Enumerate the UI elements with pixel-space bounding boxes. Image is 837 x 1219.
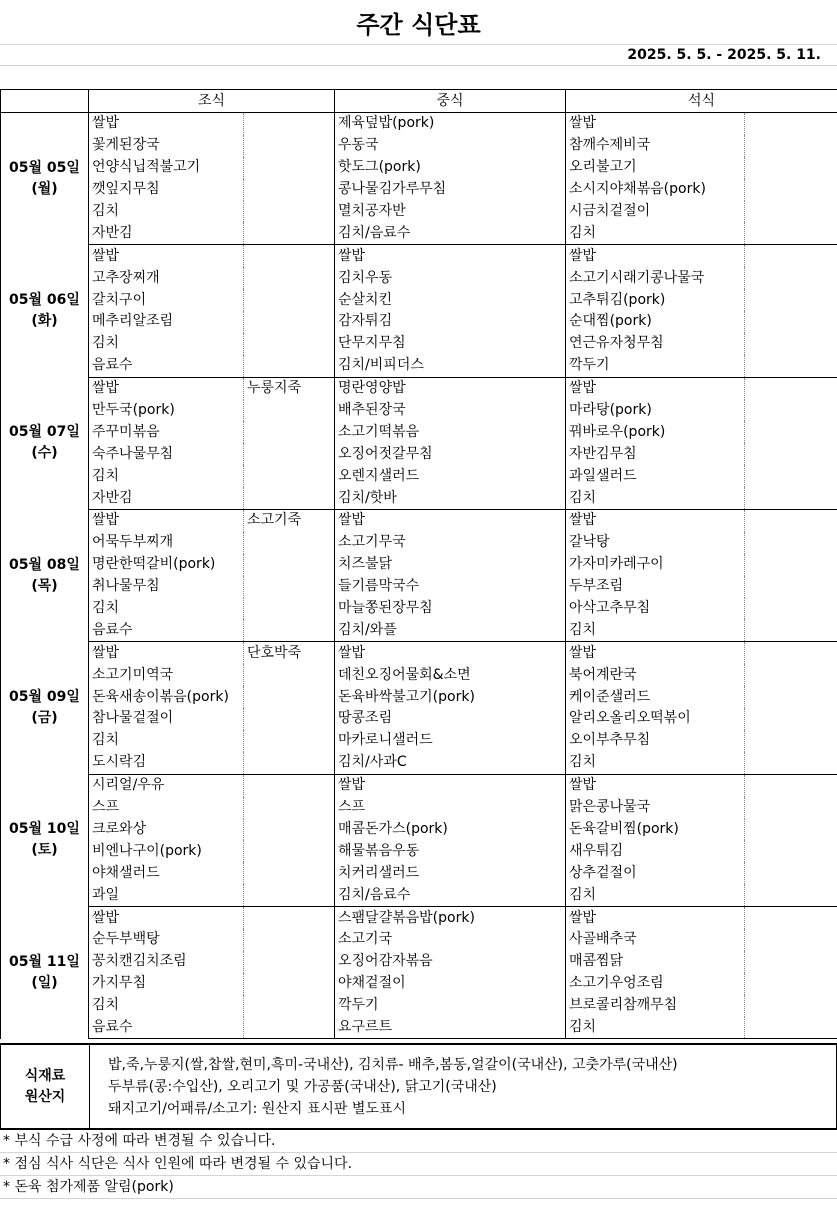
breakfast-item: 만두국(pork) — [89, 400, 244, 422]
empty-cell — [745, 907, 837, 929]
lunch-item: 김치/음료수 — [335, 222, 566, 244]
empty-cell — [745, 443, 837, 465]
day-date: 05월 07일 — [9, 424, 80, 441]
lunch-item: 쌀밥 — [335, 245, 566, 267]
dinner-item: 돈육갈비찜(pork) — [566, 819, 745, 841]
empty-cell — [244, 730, 335, 752]
origin-label-line1: 식재료 — [24, 1067, 66, 1084]
notes — [0, 1130, 837, 1199]
table-row — [1, 289, 837, 311]
dinner-item: 과일샐러드 — [566, 465, 745, 487]
day-label — [1, 245, 89, 377]
lunch-item: 쌀밥 — [335, 642, 566, 664]
empty-cell — [745, 245, 837, 267]
table-row — [1, 862, 837, 884]
table-row — [1, 487, 837, 509]
dinner-item: 맑은콩나물국 — [566, 797, 745, 819]
dinner-item: 순대찜(pork) — [566, 311, 745, 333]
breakfast-item: 쌀밥 — [89, 510, 244, 532]
empty-cell — [745, 532, 837, 554]
empty-cell — [745, 686, 837, 708]
lunch-item: 스프 — [335, 797, 566, 819]
day-weekday: (금) — [31, 710, 58, 727]
lunch-item: 스팸달걀볶음밥(pork) — [335, 907, 566, 929]
dinner-item: 쌀밥 — [566, 510, 745, 532]
empty-cell — [745, 862, 837, 884]
empty-cell — [745, 554, 837, 576]
dinner-item: 김치 — [566, 1017, 745, 1039]
empty-cell — [244, 201, 335, 223]
table-row — [1, 1017, 837, 1039]
table-row — [1, 510, 837, 532]
table-row — [1, 267, 837, 289]
dinner-item: 새우튀김 — [566, 840, 745, 862]
empty-cell — [745, 289, 837, 311]
dinner-item: 오이부추무침 — [566, 730, 745, 752]
dinner-item: 소시지야채볶음(pork) — [566, 179, 745, 201]
table-row — [1, 840, 837, 862]
day-date: 05월 10일 — [9, 821, 80, 838]
dinner-item: 사골배추국 — [566, 929, 745, 951]
empty-cell — [745, 179, 837, 201]
empty-cell — [244, 179, 335, 201]
breakfast-item: 김치 — [89, 598, 244, 620]
dinner-item: 쌀밥 — [566, 245, 745, 267]
empty-cell — [745, 929, 837, 951]
table-row — [1, 752, 837, 774]
dinner-item: 매콤찜닭 — [566, 951, 745, 973]
breakfast-item: 돈육새송이볶음(pork) — [89, 686, 244, 708]
dinner-item: 쌀밥 — [566, 377, 745, 399]
dinner-item: 고추튀김(pork) — [566, 289, 745, 311]
empty-cell — [745, 819, 837, 841]
breakfast-item: 도시락김 — [89, 752, 244, 774]
table-row — [1, 619, 837, 641]
origin-label — [1, 1045, 90, 1128]
table-row — [1, 576, 837, 598]
lunch-item: 오렌지샐러드 — [335, 465, 566, 487]
breakfast-item: 음료수 — [89, 355, 244, 377]
empty-cell — [745, 222, 837, 244]
lunch-item: 요구르트 — [335, 1017, 566, 1039]
porridge-item — [244, 907, 335, 929]
lunch-item: 깍두기 — [335, 995, 566, 1017]
dinner-item: 김치 — [566, 222, 745, 244]
empty-cell — [745, 730, 837, 752]
empty-cell — [244, 311, 335, 333]
day-label — [1, 377, 89, 509]
table-row — [1, 377, 837, 399]
lunch-item: 치커리샐러드 — [335, 862, 566, 884]
table-row — [1, 642, 837, 664]
day-date: 05월 09일 — [9, 689, 80, 706]
breakfast-item: 참나물겉절이 — [89, 708, 244, 730]
origin-text — [90, 1045, 678, 1128]
origin-line: 밥,죽,누룽지(쌀,찹쌀,현미,흑미-국내산), 김치류- 배추,봄동,얼갈이(국내산), 고춧가루(국내산) — [108, 1057, 678, 1073]
empty-cell — [244, 465, 335, 487]
breakfast-item: 꽁치캔김치조림 — [89, 951, 244, 973]
empty-cell — [745, 642, 837, 664]
dinner-item: 알리오올리오떡볶이 — [566, 708, 745, 730]
empty-cell — [244, 929, 335, 951]
lunch-item: 해물볶음우동 — [335, 840, 566, 862]
lunch-item: 오징어감자볶음 — [335, 951, 566, 973]
dinner-item: 소고기시래기콩나물국 — [566, 267, 745, 289]
lunch-item: 순살치킨 — [335, 289, 566, 311]
day-weekday: (일) — [31, 974, 58, 991]
breakfast-item: 김치 — [89, 333, 244, 355]
breakfast-item: 쌀밥 — [89, 377, 244, 399]
dinner-item: 참깨수제비국 — [566, 135, 745, 157]
table-row — [1, 797, 837, 819]
lunch-item: 소고기국 — [335, 929, 566, 951]
table-row — [1, 554, 837, 576]
lunch-item: 쌀밥 — [335, 774, 566, 796]
breakfast-item: 메추리알조림 — [89, 311, 244, 333]
lunch-item: 멸치공자반 — [335, 201, 566, 223]
table-row — [1, 179, 837, 201]
lunch-item: 콩나물김가루무침 — [335, 179, 566, 201]
origin-line: 돼지고기/어패류/소고기: 원산지 표시판 별도표시 — [108, 1101, 406, 1117]
day-weekday: (화) — [31, 313, 58, 330]
empty-cell — [244, 619, 335, 641]
day-weekday: (목) — [31, 577, 58, 594]
empty-cell — [745, 157, 837, 179]
dinner-item: 북어계란국 — [566, 664, 745, 686]
origin-label-line2: 원산지 — [24, 1088, 66, 1105]
lunch-item: 마카로니샐러드 — [335, 730, 566, 752]
empty-cell — [745, 465, 837, 487]
empty-cell — [244, 973, 335, 995]
breakfast-item: 김치 — [89, 465, 244, 487]
empty-cell — [745, 355, 837, 377]
empty-cell — [244, 598, 335, 620]
empty-cell — [745, 619, 837, 641]
dinner-item: 시금치겉절이 — [566, 201, 745, 223]
day-label — [1, 642, 89, 774]
empty-cell — [745, 752, 837, 774]
table-row — [1, 973, 837, 995]
empty-cell — [745, 664, 837, 686]
breakfast-item: 주꾸미볶음 — [89, 421, 244, 443]
empty-cell — [745, 487, 837, 509]
lunch-item: 김치/음료수 — [335, 884, 566, 906]
lunch-item: 매콤돈가스(pork) — [335, 819, 566, 841]
empty-cell — [745, 510, 837, 532]
table-row — [1, 113, 837, 135]
empty-cell — [244, 576, 335, 598]
lunch-item: 땅콩조림 — [335, 708, 566, 730]
page-title: 주간 식단표 — [0, 0, 837, 45]
breakfast-item: 쌀밥 — [89, 245, 244, 267]
table-row — [1, 819, 837, 841]
lunch-item: 데친오징어물회&소면 — [335, 664, 566, 686]
lunch-item: 돈육바싹불고기(pork) — [335, 686, 566, 708]
empty-cell — [745, 1017, 837, 1039]
dinner-item: 김치 — [566, 752, 745, 774]
day-label — [1, 510, 89, 642]
table-row — [1, 884, 837, 906]
dinner-item: 꿔바로우(pork) — [566, 421, 745, 443]
lunch-item: 쌀밥 — [335, 510, 566, 532]
breakfast-item: 스프 — [89, 797, 244, 819]
empty-cell — [745, 995, 837, 1017]
day-date: 05월 06일 — [9, 292, 80, 309]
dinner-item: 김치 — [566, 884, 745, 906]
empty-cell — [244, 532, 335, 554]
day-weekday: (토) — [31, 842, 58, 859]
breakfast-item: 시리얼/우유 — [89, 774, 244, 796]
header-empty — [1, 90, 89, 113]
breakfast-item: 갈치구이 — [89, 289, 244, 311]
lunch-item: 야채겉절이 — [335, 973, 566, 995]
empty-cell — [244, 752, 335, 774]
table-row — [1, 400, 837, 422]
lunch-item: 치즈불닭 — [335, 554, 566, 576]
lunch-item: 오징어젓갈무침 — [335, 443, 566, 465]
empty-cell — [745, 421, 837, 443]
lunch-item: 제육덮밥(pork) — [335, 113, 566, 135]
origin-line: 두부류(콩:수입산), 오리고기 및 가공품(국내산), 닭고기(국내산) — [108, 1079, 497, 1095]
dinner-item: 자반김무침 — [566, 443, 745, 465]
breakfast-item: 소고기미역국 — [89, 664, 244, 686]
breakfast-item: 쌀밥 — [89, 113, 244, 135]
day-weekday: (월) — [31, 180, 58, 197]
lunch-item: 핫도그(pork) — [335, 157, 566, 179]
empty-cell — [244, 135, 335, 157]
breakfast-item: 꽃게된장국 — [89, 135, 244, 157]
empty-cell — [745, 708, 837, 730]
empty-cell — [244, 664, 335, 686]
menu-body — [1, 113, 837, 1039]
empty-cell — [745, 113, 837, 135]
table-row — [1, 157, 837, 179]
dinner-item: 김치 — [566, 619, 745, 641]
day-date: 05월 11일 — [9, 953, 80, 970]
note: * 부식 수급 사정에 따라 변경될 수 있습니다. — [0, 1130, 837, 1153]
empty-cell — [244, 400, 335, 422]
empty-cell — [244, 421, 335, 443]
day-date: 05월 08일 — [9, 556, 80, 573]
breakfast-item: 쌀밥 — [89, 907, 244, 929]
empty-cell — [745, 973, 837, 995]
empty-cell — [244, 222, 335, 244]
empty-cell — [244, 333, 335, 355]
header-breakfast: 조식 — [89, 90, 335, 113]
blank-row — [0, 67, 837, 90]
day-weekday: (수) — [31, 445, 58, 462]
breakfast-item: 쌀밥 — [89, 642, 244, 664]
dinner-item: 마라탕(pork) — [566, 400, 745, 422]
table-row — [1, 465, 837, 487]
porridge-item: 단호박죽 — [244, 642, 335, 664]
dinner-item: 소고기우엉조림 — [566, 973, 745, 995]
empty-cell — [244, 686, 335, 708]
empty-cell — [745, 201, 837, 223]
breakfast-item: 비엔나구이(pork) — [89, 840, 244, 862]
breakfast-item: 음료수 — [89, 1017, 244, 1039]
empty-cell — [745, 311, 837, 333]
empty-cell — [244, 289, 335, 311]
lunch-item: 김치우동 — [335, 267, 566, 289]
table-row — [1, 421, 837, 443]
table-row — [1, 443, 837, 465]
breakfast-item: 음료수 — [89, 619, 244, 641]
table-row — [1, 135, 837, 157]
empty-cell — [244, 355, 335, 377]
empty-cell — [244, 862, 335, 884]
dinner-item: 갈낙탕 — [566, 532, 745, 554]
empty-cell — [244, 267, 335, 289]
table-row — [1, 245, 837, 267]
porridge-item: 소고기죽 — [244, 510, 335, 532]
breakfast-item: 자반김 — [89, 222, 244, 244]
dinner-item: 쌀밥 — [566, 113, 745, 135]
header-dinner: 석식 — [566, 90, 837, 113]
breakfast-item: 김치 — [89, 730, 244, 752]
dinner-item: 브로콜리참깨무침 — [566, 995, 745, 1017]
table-row — [1, 730, 837, 752]
breakfast-item: 어묵두부찌개 — [89, 532, 244, 554]
empty-cell — [244, 819, 335, 841]
breakfast-item: 고추장찌개 — [89, 267, 244, 289]
dinner-item: 가자미카레구이 — [566, 554, 745, 576]
empty-cell — [745, 400, 837, 422]
empty-cell — [745, 135, 837, 157]
breakfast-item: 자반김 — [89, 487, 244, 509]
breakfast-item: 가지무침 — [89, 973, 244, 995]
header-lunch: 중식 — [335, 90, 566, 113]
empty-cell — [745, 333, 837, 355]
empty-cell — [745, 884, 837, 906]
porridge-item: 누룽지죽 — [244, 377, 335, 399]
table-row — [1, 774, 837, 796]
lunch-item: 배추된장국 — [335, 400, 566, 422]
table-row — [1, 708, 837, 730]
empty-cell — [745, 377, 837, 399]
table-row — [1, 686, 837, 708]
breakfast-item: 언양식닙적불고기 — [89, 157, 244, 179]
lunch-item: 김치/핫바 — [335, 487, 566, 509]
lunch-item: 소고기무국 — [335, 532, 566, 554]
lunch-item: 김치/비피더스 — [335, 355, 566, 377]
note: * 돈육 첨가제품 알림(pork) — [0, 1176, 837, 1199]
breakfast-item: 야채샐러드 — [89, 862, 244, 884]
breakfast-item: 김치 — [89, 995, 244, 1017]
table-row — [1, 598, 837, 620]
breakfast-item: 김치 — [89, 201, 244, 223]
table-row — [1, 995, 837, 1017]
day-label — [1, 907, 89, 1039]
origin-section — [0, 1043, 837, 1130]
breakfast-item: 깻잎지무침 — [89, 179, 244, 201]
breakfast-item: 숙주나물무침 — [89, 443, 244, 465]
breakfast-item: 순두부백탕 — [89, 929, 244, 951]
dinner-item: 오리불고기 — [566, 157, 745, 179]
porridge-item — [244, 774, 335, 796]
empty-cell — [745, 598, 837, 620]
dinner-item: 쌀밥 — [566, 642, 745, 664]
header-row — [1, 90, 837, 113]
table-row — [1, 333, 837, 355]
empty-cell — [244, 708, 335, 730]
lunch-item: 소고기떡볶음 — [335, 421, 566, 443]
date-range: 2025. 5. 5. - 2025. 5. 11. — [0, 44, 837, 66]
empty-cell — [745, 951, 837, 973]
empty-cell — [745, 774, 837, 796]
weekly-menu-table — [0, 89, 837, 1039]
empty-cell — [745, 840, 837, 862]
empty-cell — [244, 884, 335, 906]
lunch-item: 김치/와플 — [335, 619, 566, 641]
dinner-item: 연근유자청무침 — [566, 333, 745, 355]
dinner-item: 두부조림 — [566, 576, 745, 598]
dinner-item: 김치 — [566, 487, 745, 509]
note: * 점심 식사 식단은 식사 인원에 따라 변경될 수 있습니다. — [0, 1153, 837, 1176]
day-label — [1, 774, 89, 906]
empty-cell — [244, 487, 335, 509]
lunch-item: 우동국 — [335, 135, 566, 157]
empty-cell — [244, 797, 335, 819]
porridge-item — [244, 245, 335, 267]
lunch-item: 김치/사과C — [335, 752, 566, 774]
lunch-item: 명란영양밥 — [335, 377, 566, 399]
table-row — [1, 201, 837, 223]
empty-cell — [244, 995, 335, 1017]
empty-cell — [244, 1017, 335, 1039]
empty-cell — [244, 443, 335, 465]
porridge-item — [244, 113, 335, 135]
table-row — [1, 222, 837, 244]
empty-cell — [244, 951, 335, 973]
table-row — [1, 929, 837, 951]
empty-cell — [244, 157, 335, 179]
dinner-item: 쌀밥 — [566, 774, 745, 796]
empty-cell — [745, 267, 837, 289]
day-date: 05월 05일 — [9, 159, 80, 176]
table-row — [1, 355, 837, 377]
lunch-item: 감자튀김 — [335, 311, 566, 333]
lunch-item: 단무지무침 — [335, 333, 566, 355]
table-row — [1, 664, 837, 686]
lunch-item: 마늘쫑된장무침 — [335, 598, 566, 620]
breakfast-item: 크로와상 — [89, 819, 244, 841]
empty-cell — [244, 840, 335, 862]
empty-cell — [745, 576, 837, 598]
table-row — [1, 311, 837, 333]
dinner-item: 아삭고추무침 — [566, 598, 745, 620]
breakfast-item: 명란한떡갈비(pork) — [89, 554, 244, 576]
breakfast-item: 과일 — [89, 884, 244, 906]
empty-cell — [745, 797, 837, 819]
table-row — [1, 532, 837, 554]
breakfast-item: 취나물무침 — [89, 576, 244, 598]
dinner-item: 케이준샐러드 — [566, 686, 745, 708]
lunch-item: 들기름막국수 — [335, 576, 566, 598]
table-row — [1, 907, 837, 929]
empty-cell — [244, 554, 335, 576]
dinner-item: 깍두기 — [566, 355, 745, 377]
dinner-item: 쌀밥 — [566, 907, 745, 929]
dinner-item: 상추겉절이 — [566, 862, 745, 884]
table-row — [1, 951, 837, 973]
day-label — [1, 113, 89, 245]
